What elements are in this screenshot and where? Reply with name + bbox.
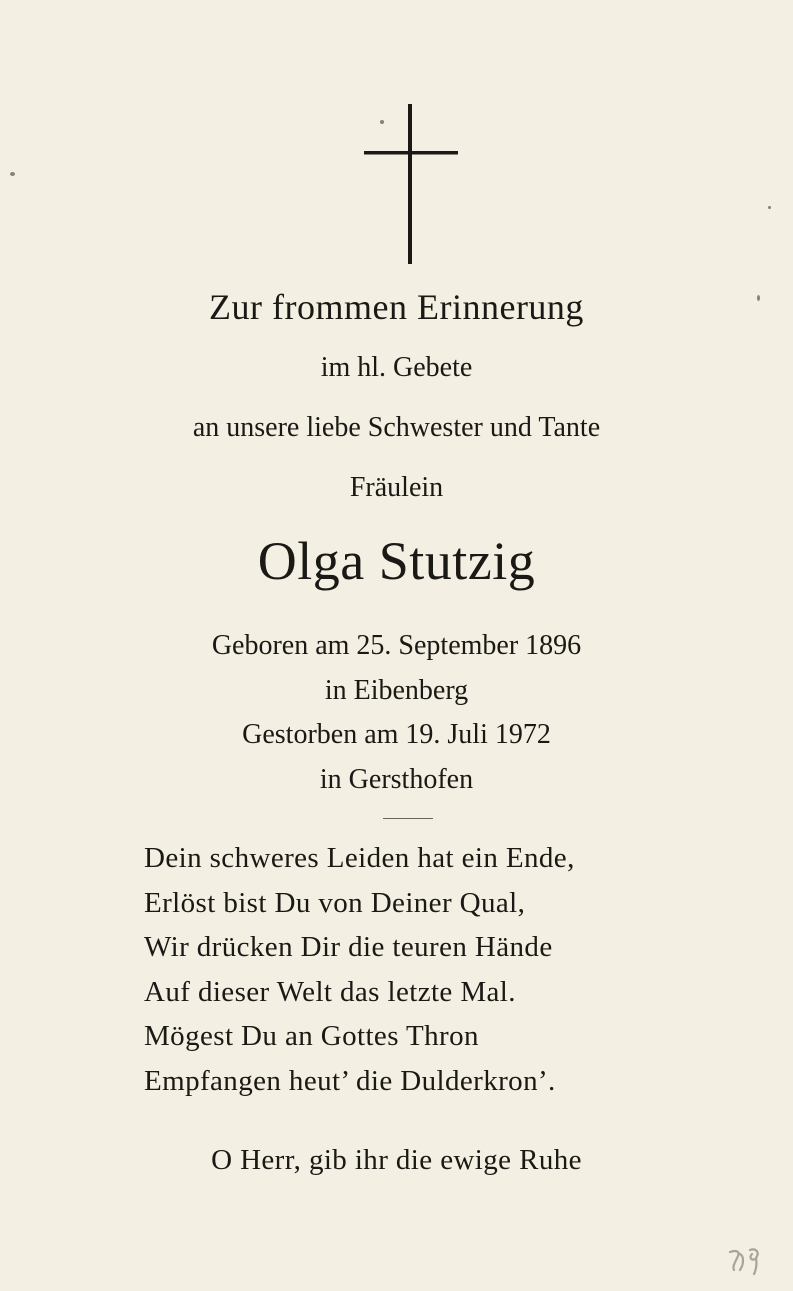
dedication-line: an unsere liebe Schwester und Tante — [192, 412, 601, 443]
divider — [383, 818, 433, 819]
death-place: in Gersthofen — [319, 763, 474, 795]
paper-speck — [10, 172, 15, 176]
pencil-mark — [726, 1244, 772, 1278]
cross-icon — [364, 104, 458, 264]
poem-line: Wir drücken Dir die teuren Hände — [144, 931, 553, 963]
poem-line: Auf dieser Welt das letzte Mal. — [144, 975, 516, 1008]
birth-line: Geboren am 25. September 1896 — [211, 630, 582, 661]
life-dates — [0, 624, 793, 802]
prayer-line: im hl. Gebete — [320, 352, 473, 383]
honorific: Fräulein — [349, 472, 444, 503]
poem-line: Erlöst bist Du von Deiner Qual, — [144, 886, 526, 919]
poem-line: Mögest Du an Gottes Thron — [144, 1020, 479, 1052]
death-line: Gestorben am 19. Juli 1972 — [242, 719, 551, 750]
poem-line: Dein schweres Leiden hat ein Ende, — [144, 842, 575, 874]
closing-prayer: O Herr, gib ihr die ewige Ruhe — [211, 1144, 582, 1176]
poem-line: Empfangen heut’ die Dulderkron’. — [144, 1064, 556, 1097]
paper-speck — [380, 120, 384, 124]
deceased-name: Olga Stutzig — [257, 531, 536, 591]
paper-speck — [768, 206, 771, 209]
birth-place: in Eibenberg — [324, 674, 469, 706]
heading: Zur frommen Erinnerung — [209, 287, 584, 327]
paper-speck — [757, 295, 760, 301]
poem — [144, 836, 575, 1103]
